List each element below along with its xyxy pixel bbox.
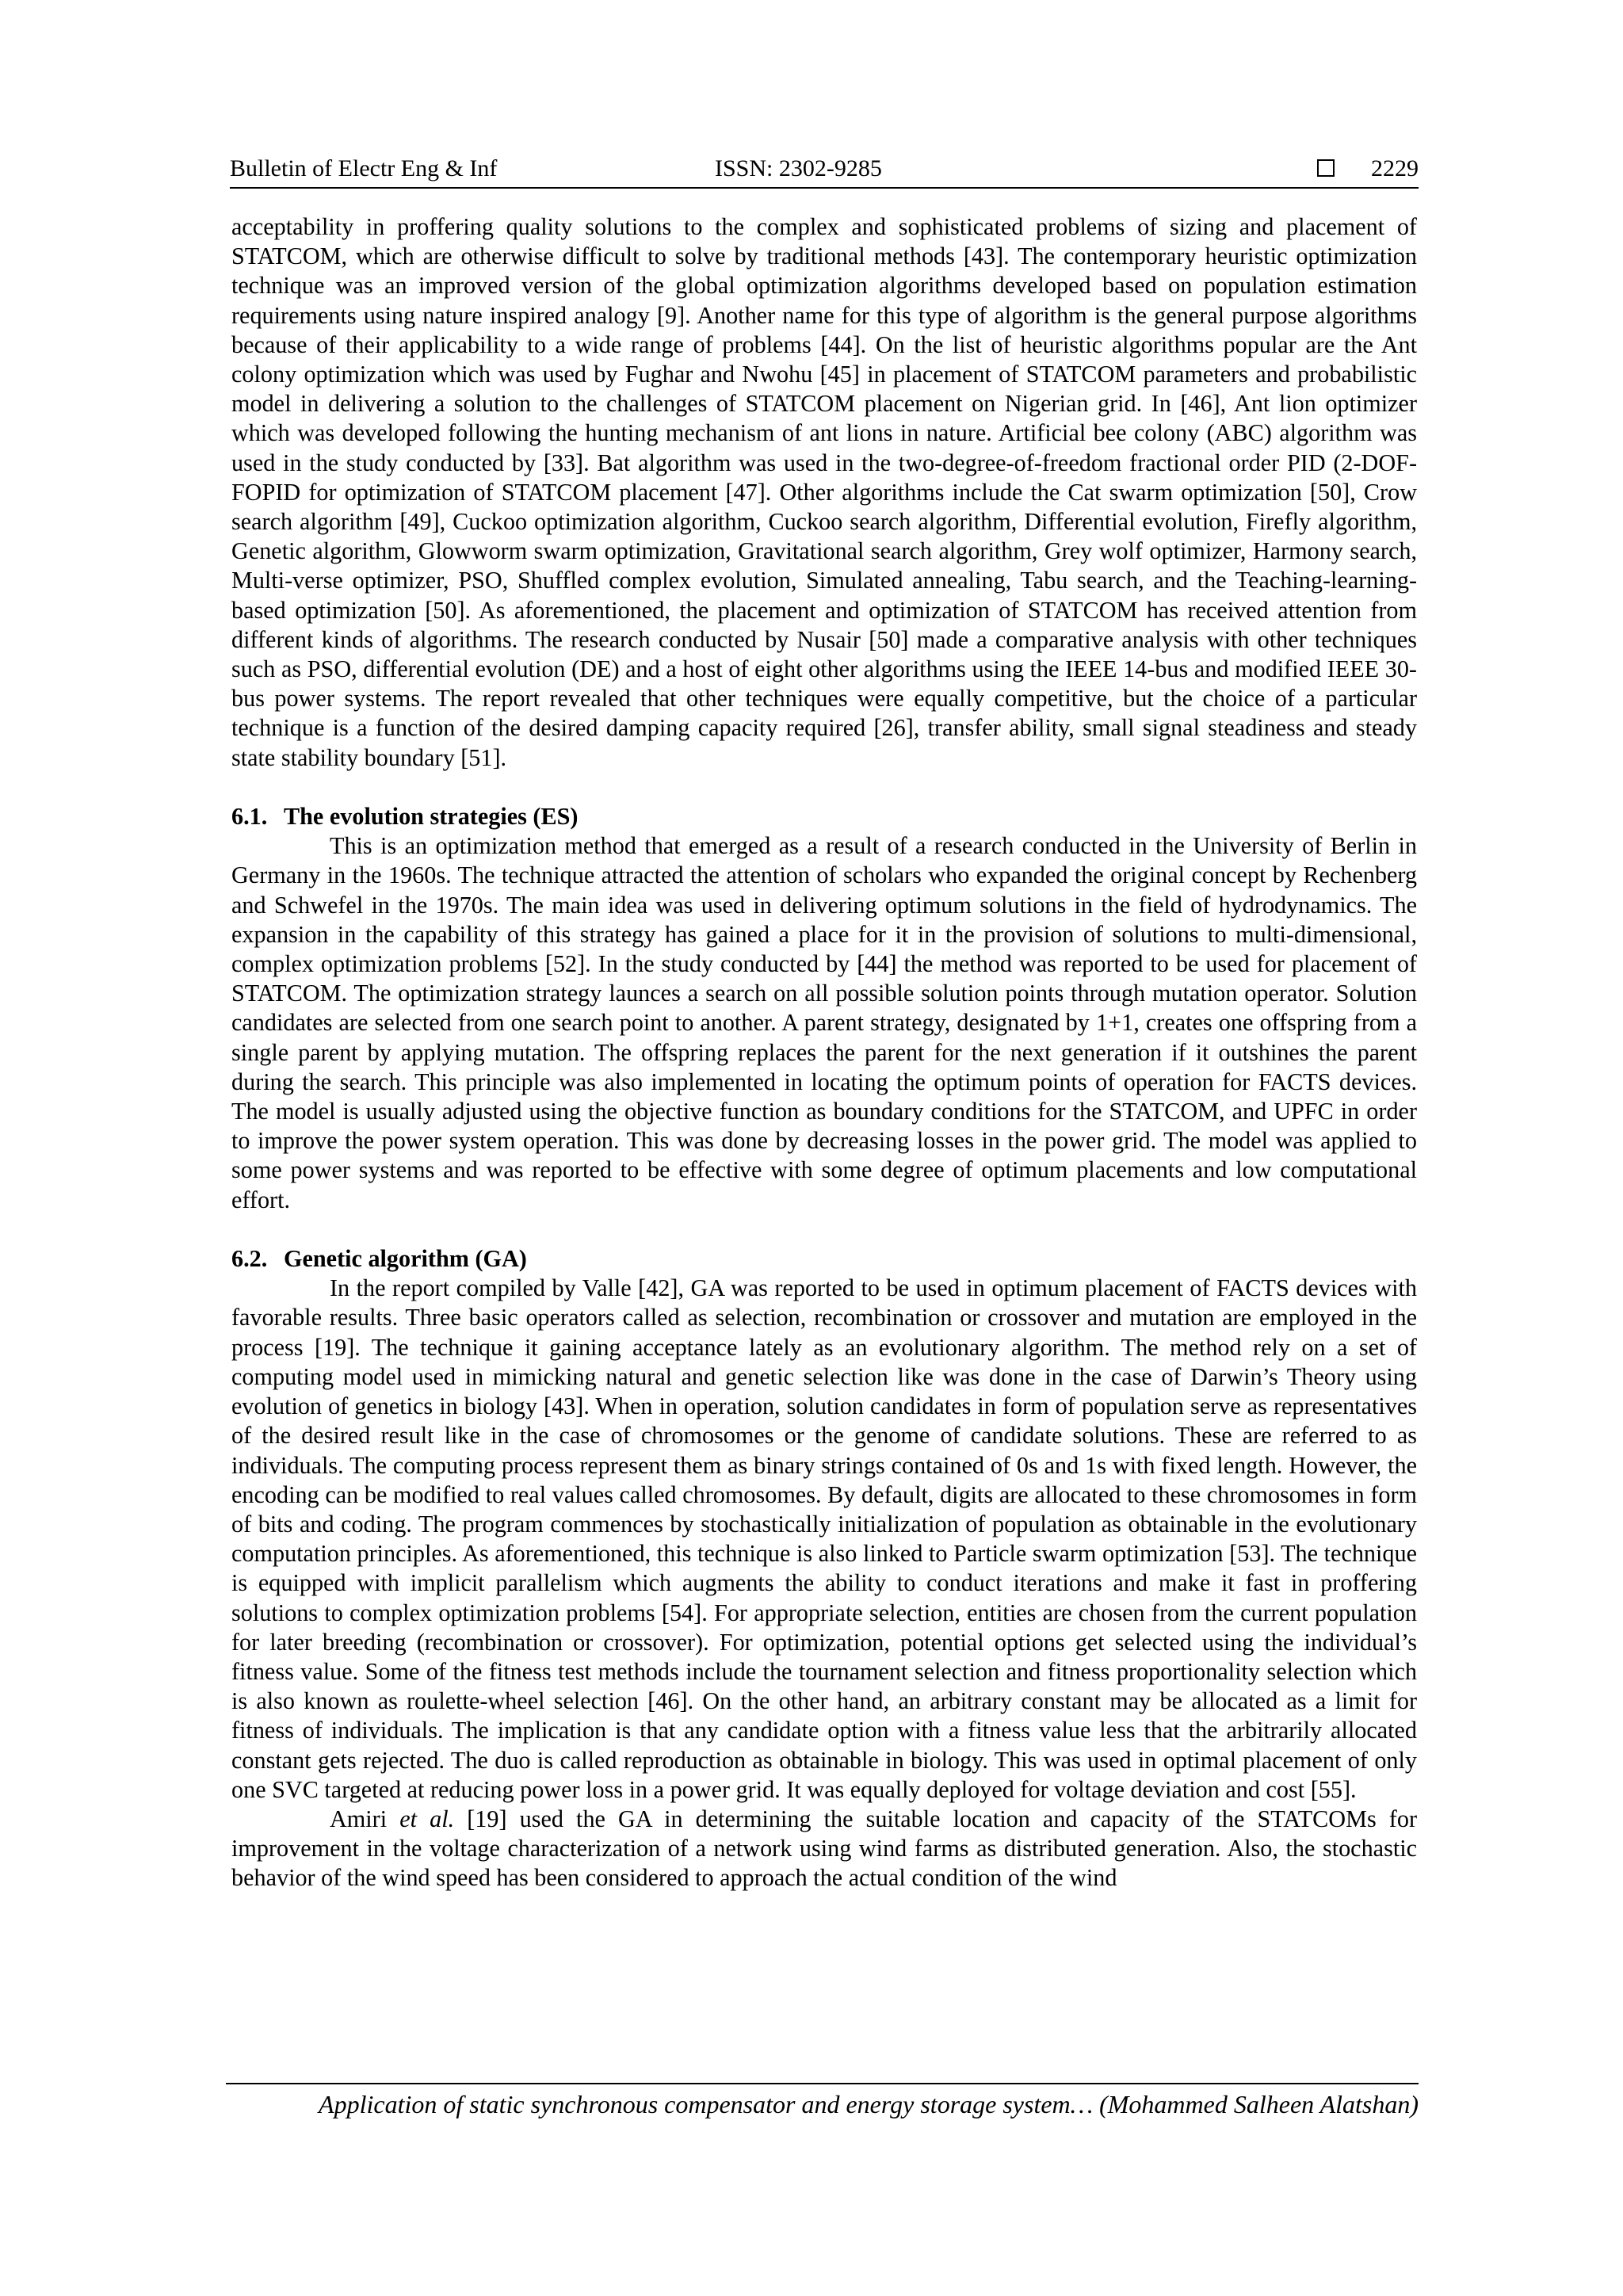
- section-number: 6.2.: [231, 1245, 268, 1273]
- section-heading-6-1: [231, 802, 1417, 831]
- section-6-1-paragraph: This is an optimization method that emerged as a result of a research conducted in the University of Berlin in Germany in the 1960s. The technique attracted the attention of scholars who expanded the original concept by Rechenberg and Schwefel in the 1970s. The main idea was used in delivering optimum solutions in the field of hydrodynamics. The expansion in the capability of this strategy has gained a place for it in the provision of solutions to multi-dimensional, complex optimization problems [52]. In the study conducted by [44] the method was reported to be used for placement of STATCOM. The optimization strategy launces a search on all possible solution points through mutation operator. Solution candidates are selected from one search point to another. A parent strategy, designated by 1+1, creates one offspring from a single parent by applying mutation. The offspring replaces the parent for the next generation if it outshines the parent during the search. This principle was also implemented in locating the optimum points of operation for FACTS devices. The model is usually adjusted using the objective function as boundary conditions for the STATCOM, and UPFC in order to improve the power system operation. This was done by decreasing losses in the power grid. The model was applied to some power systems and was reported to be effective with some degree of optimum placements and low computational effort.: [231, 832, 1417, 1213]
- page-number: 2229: [1371, 155, 1419, 181]
- section-title: Genetic algorithm (GA): [284, 1245, 527, 1273]
- section-number: 6.1.: [231, 803, 268, 831]
- et-al: et al.: [399, 1805, 455, 1832]
- section-title: The evolution strategies (ES): [284, 803, 579, 831]
- body-text: [231, 212, 1417, 1893]
- section-heading-6-2: [231, 1244, 1417, 1274]
- author-name: Amiri: [330, 1805, 388, 1832]
- section-6-2-paragraph: In the report compiled by Valle [42], GA was reported to be used in optimum placement of FACTS devices with favorable results. Three basic operators called as selection, recombination or crossover and mutation are employed in the process [19]. The technique it gaining acceptance lately as an evolutionary algorithm. The method rely on a set of computing model used in mimicking natural and genetic selection like was done in the case of Darwin’s Theory using evolution of genetics in biology [43]. When in operation, solution candidates in form of population serve as representatives of the desired result like in the case of chromosomes or the genome of candidate solutions. These are referred to as individuals. The computing process represent them as binary strings contained of 0s and 1s with fixed length. However, the encoding can be modified to real values called chromosomes. By default, digits are allocated to these chromosomes in form of bits and coding. The program commences by stochastically initialization of population as obtainable in the evolutionary computation principles. As aforementioned, this technique is also linked to Particle swarm optimization [53]. The technique is equipped with implicit parallelism which augments the ability to conduct iterations and make it fast in proffering solutions to complex optimization problems [54]. For appropriate selection, entities are chosen from the current population for later breeding (recombination or crossover). For optimization, potential options get selected using the individual’s fitness value. Some of the fitness test methods include the tournament selection and fitness proportionality selection which is also known as roulette-wheel selection [46]. On the other hand, an arbitrary constant may be allocated as a limit for fitness of individuals. The implication is that any candidate option with a fitness value less that the arbitrarily allocated constant gets rejected. The duo is called reproduction as obtainable in biology. This was used in optimal placement of only one SVC targeted at reducing power loss in a power grid. It was equally deployed for voltage deviation and cost [55].: [231, 1274, 1417, 1803]
- square-outline-icon: [1317, 159, 1335, 177]
- journal-name: Bulletin of Electr Eng & Inf: [230, 155, 498, 181]
- page-footer: Application of static synchronous compensator and energy storage system… (Mohammed Salheen Alatshan): [226, 2083, 1419, 2121]
- page-header: [230, 151, 1419, 189]
- section-6-2-paragraph-2: [231, 1805, 1417, 1893]
- intro-paragraph: acceptability in proffering quality solutions to the complex and sophisticated problems of sizing and placement of STATCOM, which are otherwise difficult to solve by traditional methods [43]. The contemporary heuristic optimization technique was an improved version of the global optimization algorithms developed based on population estimation requirements using nature inspired analogy [9]. Another name for this type of algorithm is the general purpose algorithms because of their applicability to a wide range of problems [44]. On the list of heuristic algorithms popular are the Ant colony optimization which was used by Fughar and Nwohu [45] in placement of STATCOM parameters and probabilistic model in delivering a solution to the challenges of STATCOM placement on Nigerian grid. In [46], Ant lion optimizer which was developed following the hunting mechanism of ant lions in nature. Artificial bee colony (ABC) algorithm was used in the study conducted by [33]. Bat algorithm was used in the two-degree-of-freedom fractional order PID (2-DOF-FOPID for optimization of STATCOM placement [47]. Other algorithms include the Cat swarm optimization [50], Crow search algorithm [49], Cuckoo optimization algorithm, Cuckoo search algorithm, Differential evolution, Firefly algorithm, Genetic algorithm, Glowworm swarm optimization, Gravitational search algorithm, Grey wolf optimizer, Harmony search, Multi-verse optimizer, PSO, Shuffled complex evolution, Simulated annealing, Tabu search, and the Teaching-learning-based optimization [50]. As aforementioned, the placement and optimization of STATCOM has received attention from different kinds of algorithms. The research conducted by Nusair [50] made a comparative analysis with other techniques such as PSO, differential evolution (DE) and a host of eight other algorithms using the IEEE 14-bus and modified IEEE 30-bus power systems. The report revealed that other techniques were equally competitive, but the choice of a particular technique is a function of the desired damping capacity required [26], transfer ability, small signal steadiness and steady state stability boundary [51].: [231, 213, 1417, 771]
- issn: ISSN: 2302-9285: [715, 155, 882, 181]
- paragraph-text: [19] used the GA in determining the suitable location and capacity of the STATCOMs for improvement in the voltage characterization of a network using wind farms as distributed generation. Also, the stochastic behavior of the wind speed has been considered to approach the actual condition of the wind: [231, 1805, 1417, 1892]
